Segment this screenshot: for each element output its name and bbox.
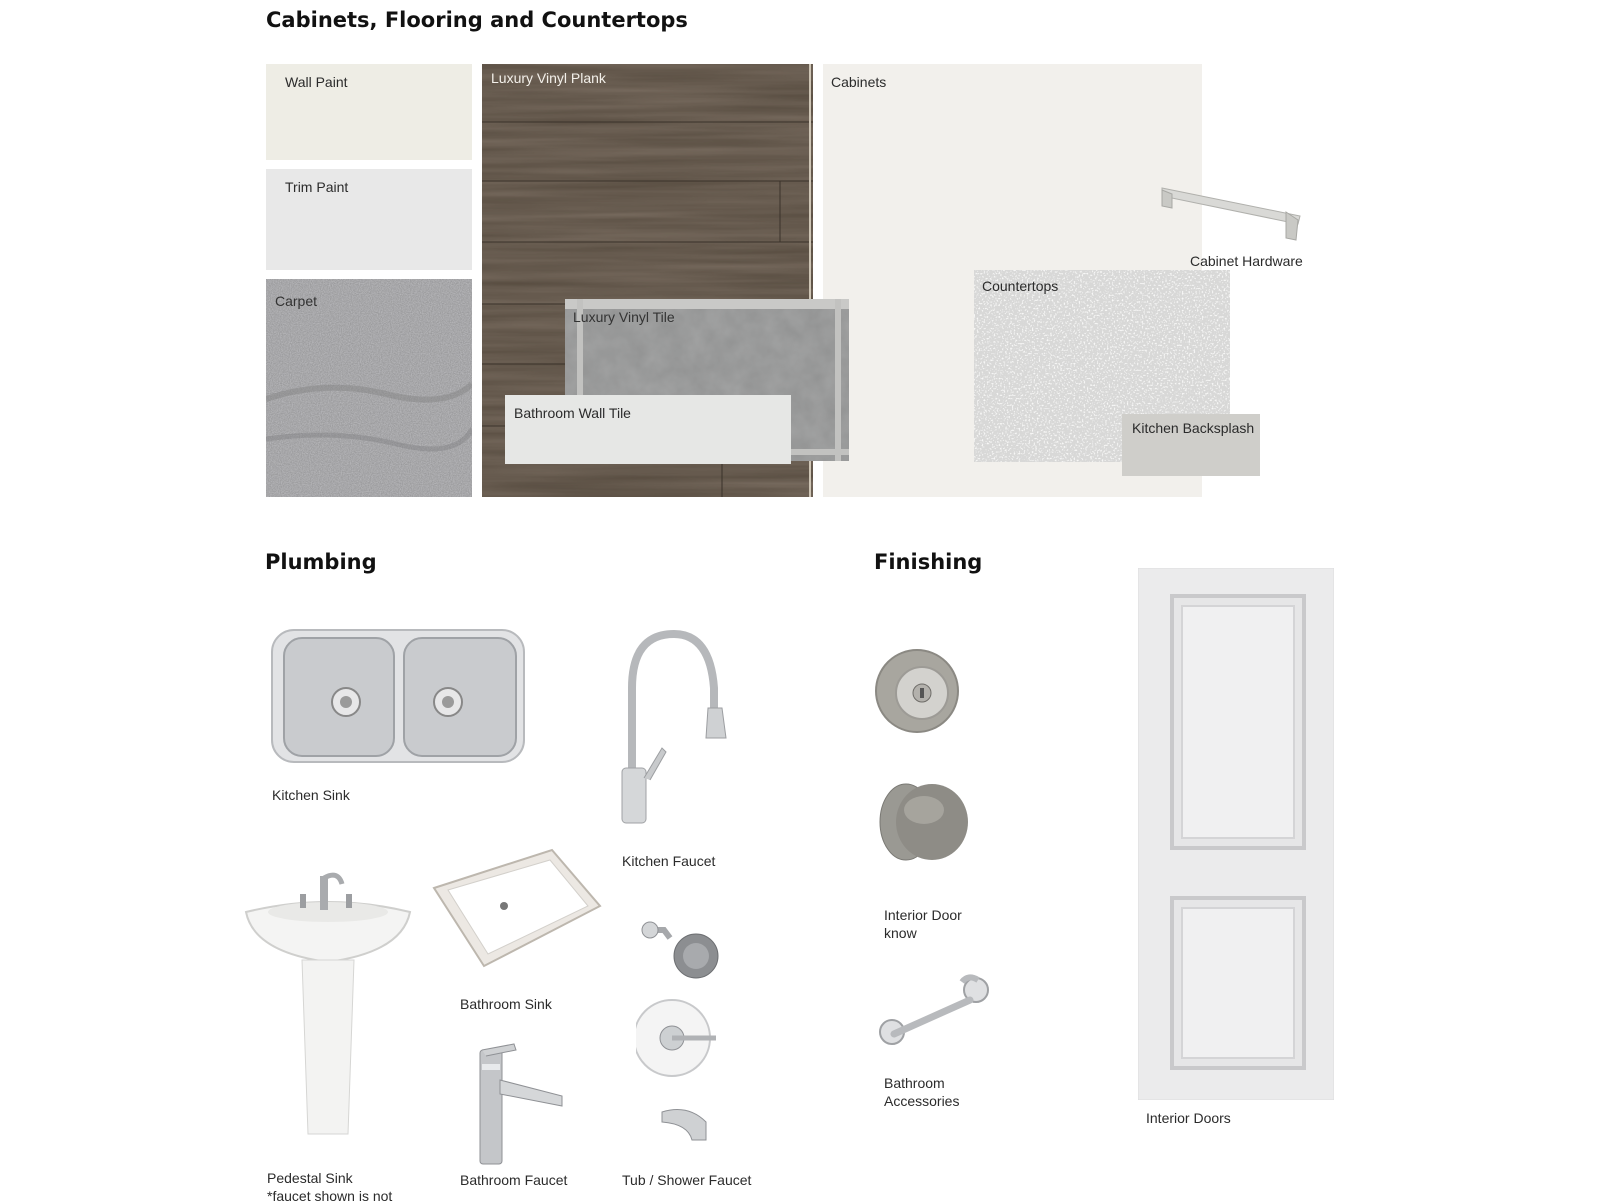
pedestal-sink-image [242, 872, 414, 1138]
cabinet-hardware-image [1158, 180, 1308, 250]
trim-paint-label: Trim Paint [285, 179, 349, 195]
finishing-section-title: Finishing [874, 550, 983, 574]
cabinet-pull-icon [1158, 180, 1308, 250]
shower-set-icon [636, 908, 736, 1158]
cabinets-label: Cabinets [831, 74, 887, 90]
kitchen-faucet-icon [614, 628, 734, 828]
cabinet-hardware-label: Cabinet Hardware [1190, 253, 1303, 269]
door-knob-image [878, 780, 970, 866]
door-knob-icon [878, 780, 970, 866]
kitchen-backsplash-label: Kitchen Backsplash [1132, 420, 1255, 436]
bathroom-accessories-image [878, 972, 996, 1050]
bathroom-wall-tile-label: Bathroom Wall Tile [514, 405, 631, 421]
panel-door-icon [1138, 568, 1334, 1100]
kitchen-sink-image [270, 628, 526, 764]
interior-door-knob-label-line2: know [884, 925, 917, 941]
luxury-vinyl-tile-label: Luxury Vinyl Tile [573, 309, 675, 325]
carpet-swatch [266, 279, 472, 497]
kitchen-faucet-image [614, 628, 734, 828]
trim-paint-swatch [266, 169, 472, 270]
bathroom-faucet-label: Bathroom Faucet [460, 1172, 568, 1188]
bathroom-accessories-label-line1: Bathroom [884, 1075, 945, 1091]
pedestal-sink-label: Pedestal Sink [267, 1170, 353, 1186]
pedestal-sink-note: *faucet shown is not [267, 1188, 393, 1204]
cabinets-section-title: Cabinets, Flooring and Countertops [266, 8, 688, 32]
deadbolt-image [874, 648, 960, 734]
interior-door-image [1138, 568, 1334, 1100]
bathroom-accessories-label-line2: Accessories [884, 1093, 960, 1109]
deadbolt-icon [874, 648, 960, 734]
bathroom-sink-label: Bathroom Sink [460, 996, 552, 1012]
kitchen-faucet-label: Kitchen Faucet [622, 853, 716, 869]
pedestal-sink-icon [242, 872, 414, 1138]
towel-bar-icon [878, 972, 996, 1050]
carpet-label: Carpet [275, 293, 318, 309]
bathroom-sink-image [432, 848, 602, 968]
bathroom-faucet-icon [474, 1040, 570, 1166]
luxury-vinyl-plank-label: Luxury Vinyl Plank [491, 70, 606, 86]
undermount-sink-icon [432, 848, 602, 968]
kitchen-backsplash-swatch [1122, 414, 1260, 476]
kitchen-sink-label: Kitchen Sink [272, 787, 350, 803]
interior-door-knob-label-line1: Interior Door [884, 907, 962, 923]
plumbing-section-title: Plumbing [265, 550, 377, 574]
interior-doors-label: Interior Doors [1146, 1110, 1231, 1126]
tub-shower-faucet-image [636, 908, 736, 1158]
carpet-texture [266, 279, 472, 497]
double-sink-icon [270, 628, 526, 764]
tub-shower-faucet-label: Tub / Shower Faucet [622, 1172, 752, 1188]
countertops-label: Countertops [982, 278, 1059, 294]
bathroom-faucet-image [474, 1040, 570, 1166]
wall-paint-swatch [266, 64, 472, 160]
bathroom-wall-tile-swatch [505, 395, 791, 464]
wall-paint-label: Wall Paint [285, 74, 348, 90]
